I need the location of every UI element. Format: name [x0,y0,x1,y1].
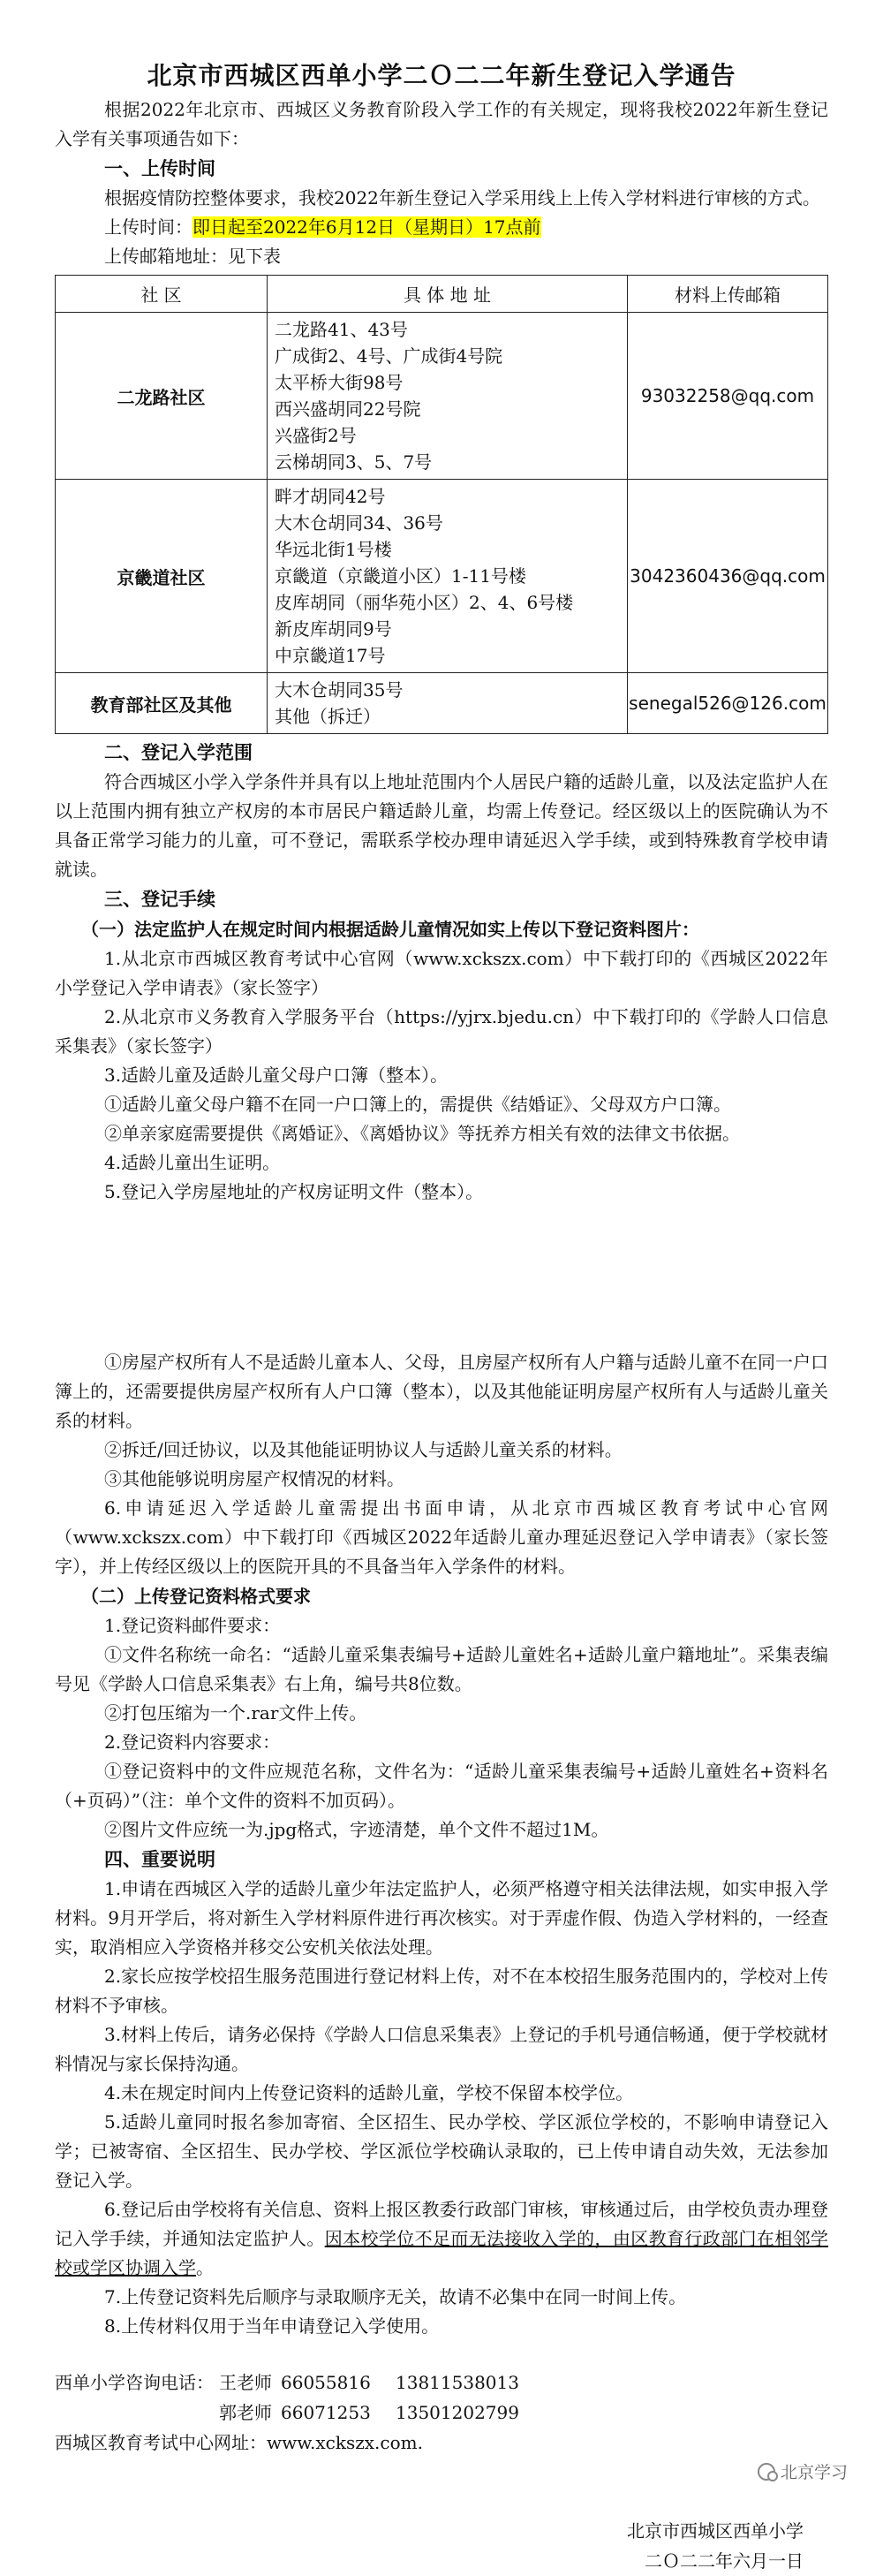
signature-date: 二Ｏ二二年六月一日 [645,2550,804,2572]
website-url: www.xckszx.com. [267,2432,423,2453]
signature-org: 北京市西城区西单小学 [627,2520,804,2542]
community-name: 教育部社区及其他 [56,673,268,734]
list-item: 6.申请延迟入学适龄儿童需提出书面申请，从北京市西城区教育考试中心官网（www.xckszx.com）中下载打印《西城区2022年适龄儿童办理延迟登记入学申请表》（家长签字），并上传经区级以上的医院开具的不具备当年入学条件的材料。 [55,1497,828,1577]
teacher-1-mobile: 13811538013 [396,2372,519,2393]
header-email: 材料上传邮箱 [628,276,828,313]
contact-block [55,2368,828,2459]
list-item: ②图片文件应统一为.jpg格式，字迹清楚，单个文件不超过1M。 [104,1819,609,1840]
upload-time-value: 即日起至2022年6月12日（星期日）17点前 [192,216,541,238]
upload-time-line [55,213,828,242]
section-4-heading: 四、重要说明 [104,1849,215,1870]
address-line: 兴盛街2号 [275,425,357,446]
address-line: 广成街2、4号、广成街4号院 [275,345,503,367]
community-name: 京畿道社区 [56,480,268,673]
contact-label: 西单小学咨询电话： [55,2372,214,2393]
list-item: ①适龄儿童父母户籍不在同一户口簿上的，需提供《结婚证》、父母双方户口簿。 [104,1094,731,1115]
list-item: 5.登记入学房屋地址的产权房证明文件（整本）。 [104,1181,484,1202]
section-1-paragraph: 根据疫情防控整体要求，我校2022年新生登记入学采用线上上传入学材料进行审核的方式。 [104,187,820,208]
item-6-underlined-text: 因本校学位不足而无法接收入学的，由区教育行政部门在相邻学校或学区协调入学 [55,2228,829,2278]
community-address-table [55,275,828,734]
community-name: 二龙路社区 [56,313,268,480]
address-line: 云梯胡同3、5、7号 [275,451,433,473]
watermark-text: 北京学习 [780,2463,848,2482]
list-item: 3.材料上传后，请务必保持《学龄人口信息采集表》上登记的手机号通信畅通，便于学校就材料情况与家长保持沟通。 [55,2024,828,2074]
teacher-2-name: 郭老师 [219,2402,272,2423]
table-row [56,480,828,673]
page-title: 北京市西城区西单小学二Ｏ二二年新生登记入学通告 [147,61,736,90]
address-list [268,673,628,734]
table-row [56,313,828,480]
list-item: ①登记资料中的文件应规范名称，文件名为：“适龄儿童采集表编号+适龄儿童姓名+资料名（+页码）”（注：单个文件的资料不加页码）。 [55,1761,828,1811]
list-item: 1.登记资料邮件要求： [104,1615,281,1636]
list-item: ①房屋产权所有人不是适龄儿童本人、父母，且房屋产权所有人户籍与适龄儿童不在同一户口簿上的，还需要提供房屋产权所有人户口簿（整本），以及其他能证明房屋产权所有人与适龄儿童关系的材料。 [55,1352,828,1431]
list-item: 8.上传材料仅用于当年申请登记入学使用。 [104,2315,440,2337]
address-line: 大木仓胡同35号 [275,679,404,701]
section-3-sub-2: （二）上传登记资料格式要求 [81,1586,311,1607]
upload-email: 93032258@qq.com [628,313,828,480]
blank-space [55,1207,828,1348]
upload-mail-value: 见下表 [228,246,281,267]
list-item: ③其他能够说明房屋产权情况的材料。 [104,1468,404,1489]
table-header-row [56,276,828,313]
address-line: 新皮库胡同9号 [275,618,392,640]
list-item: ①文件名称统一命名：“适龄儿童采集表编号+适龄儿童姓名+适龄儿童户籍地址”。采集表编号见《学龄人口信息采集表》右上角，编号共8位数。 [55,1644,828,1694]
notice-document [55,57,828,2576]
teacher-2-phone: 66071253 [281,2402,371,2423]
header-address: 具 体 地 址 [268,276,628,313]
section-1-heading: 一、上传时间 [104,158,215,179]
teacher-1-name: 王老师 [219,2372,272,2393]
address-line: 京畿道（京畿道小区）1-11号楼 [275,565,526,587]
wechat-icon [758,2463,775,2481]
list-item: ②打包压缩为一个.rar文件上传。 [104,1702,367,1724]
list-item: ②单亲家庭需要提供《离婚证》、《离婚协议》等抚养方相关有效的法律文书依据。 [104,1123,740,1144]
table-row [56,673,828,734]
list-item [55,2195,828,2283]
list-item: 7.上传登记资料先后顺序与录取顺序无关，故请不必集中在同一时间上传。 [104,2286,687,2307]
upload-email: senegal526@126.com [628,673,828,734]
section-2-heading: 二、登记入学范围 [104,742,253,763]
list-item: 4.未在规定时间内上传登记资料的适龄儿童，学校不保留本校学位。 [104,2082,634,2103]
address-line: 畔才胡同42号 [275,486,386,507]
intro-paragraph: 根据2022年北京市、西城区义务教育阶段入学工作的有关规定，现将我校2022年新生登记入学有关事项通告如下： [55,99,828,149]
teacher-2-mobile: 13501202799 [396,2402,519,2423]
list-item: 3.适龄儿童及适龄儿童父母户口簿（整本）。 [104,1064,449,1086]
website-label: 西城区教育考试中心网址： [55,2432,267,2453]
watermark [758,2459,848,2483]
upload-email: 3042360436@qq.com [628,480,828,673]
address-line: 中京畿道17号 [275,645,386,666]
section-3-heading: 三、登记手续 [104,889,215,910]
list-item: 5.适龄儿童同时报名参加寄宿、全区招生、民办学校、学区派位学校的，不影响申请登记入学；已被寄宿、全区招生、民办学校、学区派位学校确认录取的，已上传申请自动失效，无法参加登记入学。 [55,2111,828,2191]
upload-mail-label: 上传邮箱地址： [104,246,228,267]
address-list [268,313,628,480]
list-item: 2.从北京市义务教育入学服务平台（https://yjrx.bjedu.cn）中下载打印的《学龄人口信息采集表》（家长签字） [55,1006,828,1057]
website-line [55,2428,423,2458]
teacher-1-phone: 66055816 [281,2372,371,2393]
list-item: 1.申请在西城区入学的适龄儿童少年法定监护人，必须严格遵守相关法律法规，如实申报入学材料。9月开学后，将对新生入学材料原件进行再次核实。对于弄虚作假、伪造入学材料的，一经查实，取消相应入学资格并移交公安机关依法处理。 [55,1878,828,1958]
list-item: 1.从北京市西城区教育考试中心官网（www.xckszx.com）中下载打印的《西城区2022年小学登记入学申请表》（家长签字） [55,948,828,998]
address-line: 太平桥大街98号 [275,372,404,393]
list-item: 2.登记资料内容要求： [104,1731,281,1753]
header-community: 社 区 [56,276,268,313]
address-list [268,480,628,673]
list-item: 2.家长应按学校招生服务范围进行登记材料上传，对不在本校招生服务范围内的，学校对上传材料不予审核。 [55,1966,828,2016]
address-line: 西兴盛胡同22号院 [275,398,421,420]
address-line: 二龙路41、43号 [275,319,408,340]
list-item: ②拆迁/回迁协议，以及其他能证明协议人与适龄儿童关系的材料。 [104,1439,623,1460]
section-3-sub-1: （一）法定监护人在规定时间内根据适龄儿童情况如实上传以下登记资料图片： [81,919,699,940]
item-6-end: 。 [196,2257,214,2278]
address-line: 大木仓胡同34、36号 [275,512,443,534]
list-item: 4.适龄儿童出生证明。 [104,1152,281,1173]
address-line: 其他（拆迁） [275,706,381,727]
section-2-paragraph: 符合西城区小学入学条件并具有以上地址范围内个人居民户籍的适龄儿童，以及法定监护人在以上范围内拥有独立产权房的本市居民户籍适龄儿童，均需上传登记。经区级以上的医院确认为不具备正常学习能力的儿童，可不登记，需联系学校办理申请延迟入学手续，或到特殊教育学校申请就读。 [55,771,828,880]
item-6-text: 6.登记后由学校将有关信息、资料上报区教委行政部门审核，审核通过后，由学校负责办理登记入学手续，并通知法定监护人。 [55,2199,828,2249]
address-line: 华远北街1号楼 [275,539,392,560]
address-line: 皮库胡同（丽华苑小区）2、4、6号楼 [275,592,574,613]
upload-time-label: 上传时间： [104,216,192,238]
upload-mail-line [55,242,828,271]
